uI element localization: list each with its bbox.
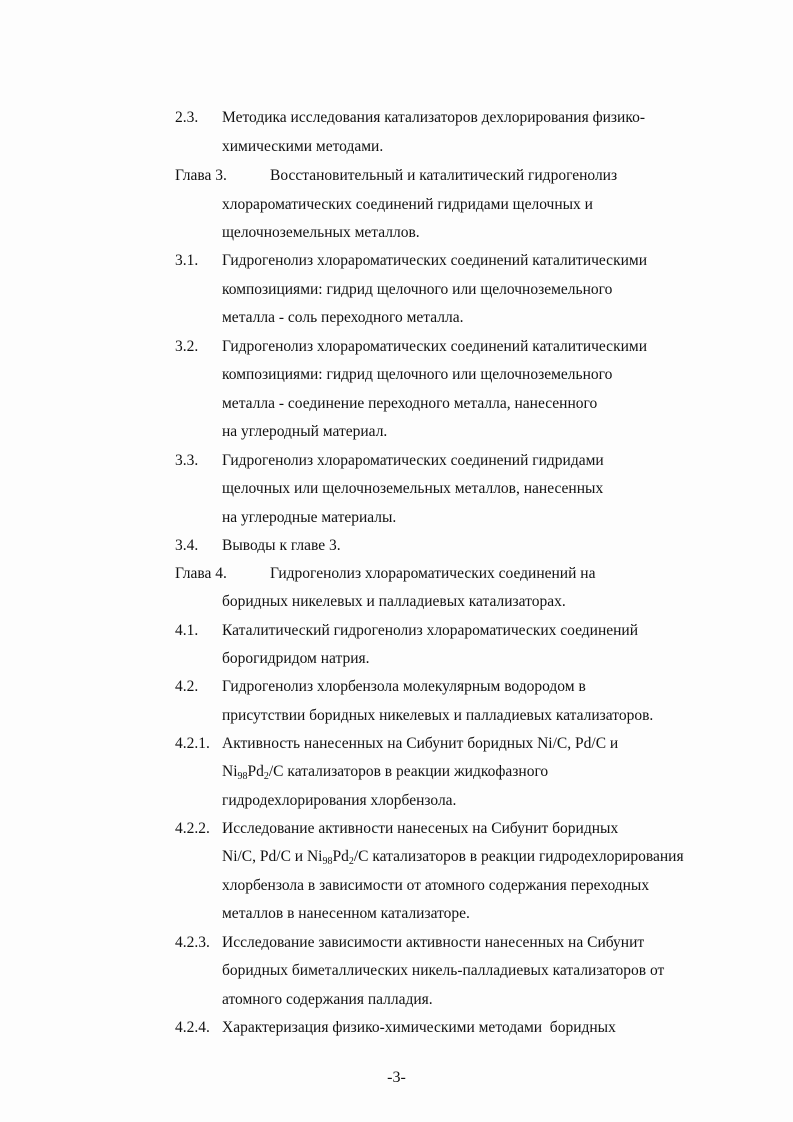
page-number: -3- [387,1069,406,1086]
toc-entry-line: Выводы к главе 3. [222,537,341,554]
formula-pd-subscript: 2 [263,771,269,782]
formula-ni-subscript: 98 [322,856,333,867]
toc-number: 3.2. [175,338,199,355]
toc-entry-line: Исследование активности нанесеных на Сибунит боридных [222,820,619,837]
toc-entry-line: на углеродные материалы. [222,509,397,526]
toc-entry-line: присутствии боридных никелевых и палладиевых катализаторов. [222,707,654,724]
toc-number: 4.2.1. [175,735,210,752]
toc-entry-line: композициями: гидрид щелочного или щелочноземельного [222,281,613,298]
toc-chapter-number: Глава 3. [175,167,227,184]
toc-entry-line: Гидрогенолиз хлорбензола молекулярным водородом в [222,678,586,695]
toc-number: 4.2.2. [175,820,210,837]
toc-entry-line: боридных никелевых и палладиевых катализаторах. [222,593,566,610]
formula-pre: Ni/C, Pd/C и [222,848,307,865]
formula-rest: /C катализаторов в реакции жидкофазного [268,763,549,780]
toc-entry-line: Характеризация физико-химическими методами боридных [222,1019,616,1036]
toc-number: 2.3. [175,109,199,126]
toc-entry-line: хлорароматических соединений гидридами щелочных и [222,196,593,213]
toc-entry-line: боридных биметаллических никель-палладиевых катализаторов от [222,962,665,979]
toc-number: 4.1. [175,622,199,639]
toc-number: 3.3. [175,452,199,469]
formula-ni: Ni [222,763,238,780]
toc-number: 4.2. [175,678,199,695]
toc-number: 4.2.4. [175,1019,210,1036]
toc-entry-line: металлов в нанесенном катализаторе. [222,905,470,922]
formula-ni: Ni [306,848,323,865]
toc-entry-line: металла - соединение переходного металла, нанесенного [222,395,598,412]
toc-chapter-title: Гидрогенолиз хлорароматических соединений на [270,565,596,582]
toc-entry-line: Гидрогенолиз хлорароматических соединений каталитическими [222,338,647,355]
toc-number: 3.1. [175,252,199,269]
toc-entry-line: Методика исследования катализаторов дехлорирования физико- [222,109,645,126]
toc-entry-line: гидродехлорирования хлорбензола. [222,792,457,809]
formula-pd: Pd [332,848,349,865]
toc-entry-line: металла - соль переходного металла. [222,309,464,326]
formula-ni-subscript: 98 [237,771,248,782]
toc-entry-line-formula [222,762,548,782]
toc-number: 4.2.3. [175,934,210,951]
toc-entry-line: на углеродный материал. [222,423,388,440]
toc-chapter-title: Восстановительный и каталитический гидрогенолиз [270,167,618,184]
toc-entry-line: хлорбензола в зависимости от атомного содержания переходных [222,877,650,894]
formula-rest: /C катализаторов в реакции гидродехлорирования [353,848,684,865]
formula-pd: Pd [247,763,264,780]
toc-entry-line: Активность нанесенных на Сибунит боридных Ni/C, Pd/C и [222,735,619,752]
toc-entry-line-formula [222,847,684,867]
toc-entry-line: борогидридом натрия. [222,650,370,667]
toc-entry-line: атомного содержания палладия. [222,991,433,1008]
toc-entry-line: химическими методами. [222,138,384,155]
toc-entry-line: Гидрогенолиз хлорароматических соединений гидридами [222,452,604,469]
formula-pd-subscript: 2 [348,856,354,867]
toc-entry-line: Исследование зависимости активности нанесенных на Сибунит [222,934,645,951]
toc-entry-line: Гидрогенолиз хлорароматических соединений каталитическими [222,252,647,269]
toc-number: 3.4. [175,537,199,554]
toc-entry-line: композициями: гидрид щелочного или щелочноземельного [222,366,613,383]
toc-entry-line: щелочноземельных металлов. [222,224,420,241]
toc-entry-line: щелочных или щелочноземельных металлов, нанесенных [222,480,604,497]
toc-entry-line: Каталитический гидрогенолиз хлорароматических соединений [222,622,639,639]
toc-chapter-number: Глава 4. [175,565,227,582]
